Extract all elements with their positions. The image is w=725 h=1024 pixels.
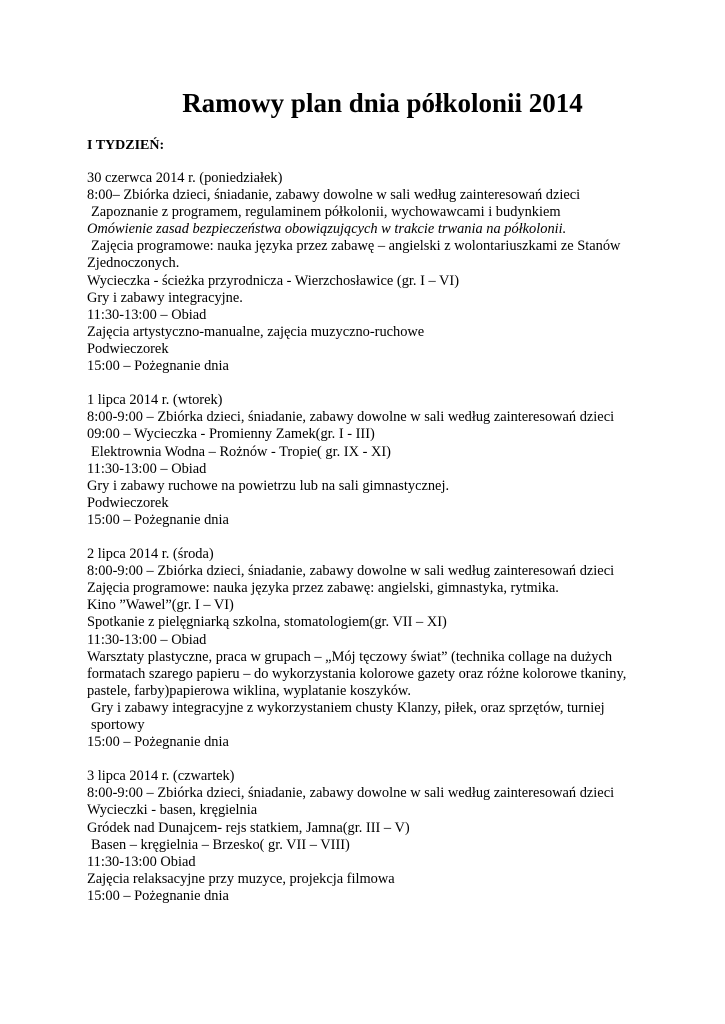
day-date: 3 lipca 2014 r. (czwartek) bbox=[87, 768, 235, 785]
schedule-line: Kino ”Wawel”(gr. I – VI) bbox=[87, 597, 234, 614]
day-section-wednesday bbox=[87, 546, 647, 751]
schedule-line: Podwieczorek bbox=[87, 494, 169, 511]
schedule-line: 11:30-13:00 – Obiad bbox=[87, 631, 207, 648]
schedule-line: Spotkanie z pielęgniarką szkolna, stomatologiem(gr. VII – XI) bbox=[87, 614, 447, 631]
schedule-line: 15:00 – Pożegnanie dnia bbox=[87, 358, 229, 375]
section-gap bbox=[87, 529, 647, 546]
day-date: 30 czerwca 2014 r. (poniedziałek) bbox=[87, 170, 283, 186]
schedule-line: 15:00 – Pożegnanie dnia bbox=[87, 734, 229, 751]
schedule-line: Zajęcia artystyczno-manualne, zajęcia muzyczno-ruchowe bbox=[87, 323, 425, 340]
schedule-line: 8:00-9:00 – Zbiórka dzieci, śniadanie, zabawy dowolne w sali według zainteresowań dzieci bbox=[87, 785, 615, 802]
week-heading: I TYDZIEŃ: bbox=[87, 138, 165, 153]
schedule-line: Zajęcia programowe: nauka języka przez zabawę: angielski, gimnastyka, rytmika. bbox=[87, 580, 559, 597]
day-date: 2 lipca 2014 r. (środa) bbox=[87, 546, 214, 563]
schedule-line: Zajęcia programowe: nauka języka przez zabawę – angielski z wolontariuszkami ze Stanów bbox=[91, 238, 621, 255]
schedule-line: Zajęcia relaksacyjne przy muzyce, projekcja filmowa bbox=[87, 870, 395, 887]
day-date: 1 lipca 2014 r. (wtorek) bbox=[87, 392, 223, 409]
schedule-line: 15:00 – Pożegnanie dnia bbox=[87, 887, 229, 904]
schedule-line: 15:00 – Pożegnanie dnia bbox=[87, 511, 229, 528]
day-section-monday bbox=[87, 170, 647, 375]
section-gap bbox=[87, 375, 647, 392]
day-section-tuesday bbox=[87, 392, 647, 529]
section-gap bbox=[87, 751, 647, 768]
schedule-line: Zjednoczonych. bbox=[87, 255, 180, 272]
schedule-line: pastele, farby)papierowa wiklina, wyplatanie koszyków. bbox=[87, 682, 411, 699]
schedule-line: sportowy bbox=[91, 717, 145, 733]
schedule-line: 8:00-9:00 – Zbiórka dzieci, śniadanie, zabawy dowolne w sali według zainteresowań dzieci bbox=[87, 409, 615, 426]
schedule-line: formatach szarego papieru – do wykorzystania kolorowe gazety oraz różne kolorowe tkaniny, bbox=[87, 665, 627, 682]
schedule-body bbox=[87, 170, 647, 905]
schedule-line: Podwieczorek bbox=[87, 340, 169, 357]
schedule-line: Wycieczki - basen, kręgielnia bbox=[87, 802, 258, 819]
schedule-line: 11:30-13:00 Obiad bbox=[87, 853, 196, 870]
day-section-thursday bbox=[87, 768, 647, 905]
schedule-line: Zapoznanie z programem, regulaminem półkolonii, wychowawcami i budynkiem bbox=[91, 204, 561, 221]
schedule-line: 11:30-13:00 – Obiad bbox=[87, 460, 207, 477]
schedule-line: 8:00– Zbiórka dzieci, śniadanie, zabawy dowolne w sali według zainteresowań dzieci bbox=[87, 187, 581, 204]
document-title: Ramowy plan dnia półkolonii 2014 bbox=[182, 88, 583, 118]
schedule-line: Elektrownia Wodna – Rożnów - Tropie( gr. IX - XI) bbox=[91, 443, 391, 460]
schedule-line: 09:00 – Wycieczka - Promienny Zamek(gr. I - III) bbox=[87, 426, 375, 443]
schedule-line: Wycieczka - ścieżka przyrodnicza - Wierzchosławice (gr. I – VI) bbox=[87, 272, 459, 289]
schedule-line: 8:00-9:00 – Zbiórka dzieci, śniadanie, zabawy dowolne w sali według zainteresowań dzieci bbox=[87, 563, 615, 580]
schedule-line: Warsztaty plastyczne, praca w grupach – „Mój tęczowy świat” (technika collage na dużych bbox=[87, 648, 613, 665]
schedule-line: 11:30-13:00 – Obiad bbox=[87, 306, 207, 323]
schedule-line: Basen – kręgielnia – Brzesko( gr. VII – VIII) bbox=[91, 836, 350, 853]
schedule-line-italic: Omówienie zasad bezpieczeństwa obowiązujących w trakcie trwania na półkolonii. bbox=[87, 221, 567, 238]
schedule-line: Gry i zabawy integracyjne. bbox=[87, 289, 243, 306]
schedule-line: Gry i zabawy ruchowe na powietrzu lub na sali gimnastycznej. bbox=[87, 477, 450, 494]
schedule-line: Gry i zabawy integracyjne z wykorzystaniem chusty Klanzy, piłek, oraz sprzętów, turniej bbox=[91, 699, 605, 716]
schedule-line: Gródek nad Dunajcem- rejs statkiem, Jamna(gr. III – V) bbox=[87, 819, 410, 836]
